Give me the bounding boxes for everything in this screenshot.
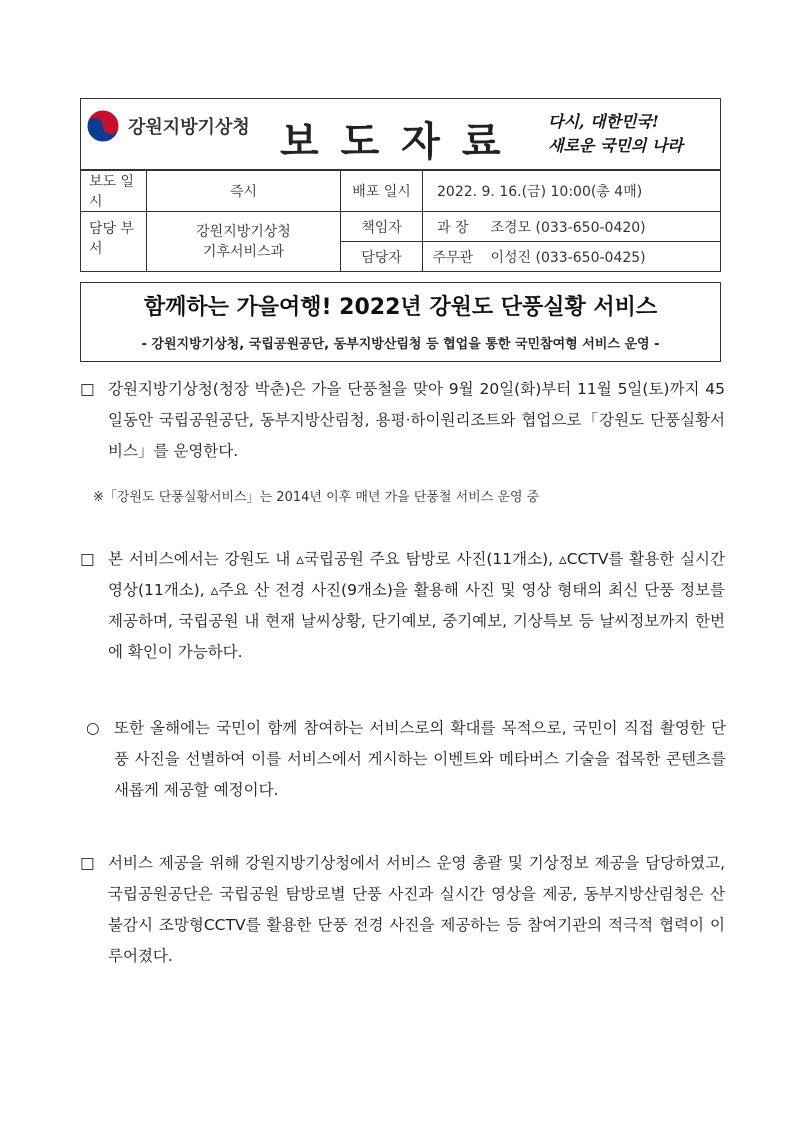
slogan-line-2: 새로운 국민의 나라 — [548, 136, 683, 155]
subheadline: - 강원지방기상청, 국립공원공단, 동부지방산림청 등 협업을 통한 국민참여형 서비스 운영 - — [141, 337, 660, 352]
paragraph-text: 본 서비스에서는 강원도 내 ▵국립공원 주요 탐방로 사진(11개소), ▵CCTV를 활용한 실시간 영상(11개소), ▵주요 산 전경 사진(9개소)을 활용해 사진 및 영상 형태의 최신 단풍 정보를 제공하며, 국립공원 내 현재 날씨상황, 단기예보, 중기예보, 기상특보 등 날씨정보까지 한번에 확인이 가능하다. — [108, 550, 725, 661]
department-label: 담당 부서 — [81, 212, 147, 272]
release-date-value: 즉시 — [147, 171, 341, 212]
paragraph-text: 서비스 제공을 위해 강원지방기상청에서 서비스 운영 총괄 및 기상정보 제공을 담당하였고, 국립공원공단은 국립공원 탐방로별 단풍 사진과 실시간 영상을 제공, 동부지방산림청은 산불감시 조망형CCTV를 활용한 단풍 전경 사진을 제공하는 등 참여기관의 적극적 협력이 이루어졌다. — [108, 854, 725, 965]
press-release-title: 보도자료 — [280, 118, 523, 165]
staff-label: 담당자 — [341, 242, 423, 272]
distribution-date-label: 배포 일시 — [341, 171, 423, 212]
staff-title: 주무관 — [423, 242, 483, 272]
government-slogan — [548, 110, 718, 158]
org-name: 강원지방기상청 — [128, 117, 250, 138]
taegeuk-emblem-icon — [86, 109, 120, 143]
footnote: ※「강원도 단풍실황서비스」는 2014년 이후 매년 가을 단풍철 서비스 운영 중 — [93, 490, 540, 505]
responsible-label: 책임자 — [341, 212, 423, 242]
paragraph-text: 강원지방기상청(청장 박춘)은 가을 단풍철을 맞아 9월 20일(화)부터 11월 5일(토)까지 45일동안 국립공원공단, 동부지방산림청, 용평·하이원리조트와 협업으로「강원도 단풍실황서비스」를 운영한다. — [108, 380, 725, 460]
body-paragraph-2 — [80, 544, 725, 668]
release-date-label: 보도 일시 — [81, 171, 147, 212]
body-paragraph-4 — [80, 848, 725, 972]
body-paragraph-1 — [80, 374, 725, 467]
bullet-circle: ○ — [86, 719, 100, 737]
paragraph-text: 또한 올해에는 국민이 함께 참여하는 서비스로의 확대를 목적으로, 국민이 직접 촬영한 단풍 사진을 선별하여 이를 서비스에서 게시하는 이벤트와 메타버스 기술을 접목한 콘텐츠를 새롭게 제공할 예정이다. — [114, 719, 726, 799]
responsible-title: 과 장 — [423, 212, 483, 242]
staff-contact: 이성진 (033-650-0425) — [483, 242, 721, 272]
body-paragraph-3 — [86, 713, 726, 806]
department-value — [147, 212, 341, 272]
headline: 함께하는 가을여행! 2022년 강원도 단풍실황 서비스 — [143, 295, 658, 320]
slogan-line-1: 다시, 대한민국! — [548, 112, 659, 131]
bullet-square: □ — [80, 380, 95, 398]
release-info-table — [80, 170, 721, 272]
department-line-1: 강원지방기상청 — [196, 223, 291, 240]
bullet-square: □ — [80, 854, 95, 872]
responsible-contact: 조경모 (033-650-0420) — [483, 212, 721, 242]
org-logo — [86, 107, 286, 147]
department-line-2: 기후서비스과 — [202, 243, 285, 260]
bullet-square: □ — [80, 550, 95, 568]
distribution-date-value: 2022. 9. 16.(금) 10:00(총 4매) — [423, 171, 721, 212]
